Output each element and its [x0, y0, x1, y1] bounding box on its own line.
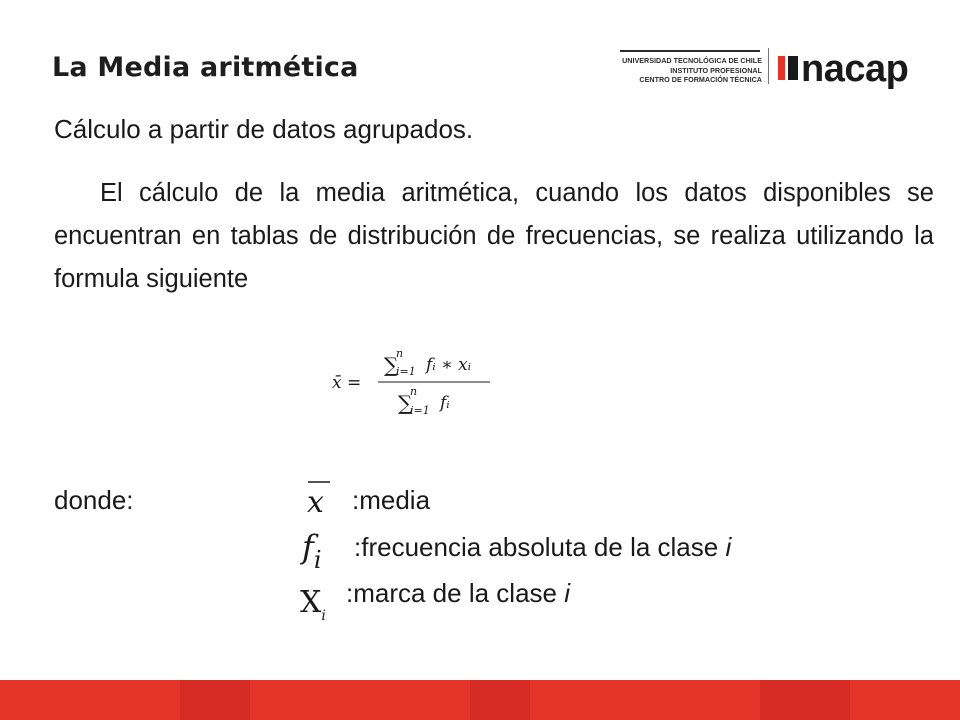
formula-num-term: fᵢ ∗ xᵢ: [426, 355, 472, 375]
fi-symbol: [298, 524, 348, 574]
footer-stripe: [760, 680, 850, 720]
formula-num-upper: n: [396, 347, 404, 360]
formula-num-lower: i=1: [396, 365, 416, 378]
formula-lhs: x̄ =: [332, 373, 362, 393]
definition-frecuencia-text: :frecuencia absoluta de la clase: [354, 532, 726, 562]
formula-den-upper: n: [410, 385, 418, 398]
formula-num-sum: ∑: [384, 353, 399, 377]
logo-line-1: UNIVERSIDAD TECNOLÓGICA DE CHILE: [622, 56, 762, 65]
x-bar-symbol: [300, 474, 340, 522]
footer-stripe: [470, 680, 530, 720]
definition-marca-suffix: i: [564, 578, 570, 608]
xi-glyph: $X_i$: [300, 585, 326, 624]
body-paragraph: [54, 172, 934, 301]
logo-wordmark: nacap: [801, 48, 909, 90]
definition-frecuencia: [354, 532, 731, 563]
footer-bar: [0, 680, 960, 720]
inacap-logo: [620, 44, 930, 94]
where-label: donde:: [54, 485, 134, 515]
logo-line-3: CENTRO DE FORMACIÓN TÉCNICA: [639, 75, 762, 84]
slide-subtitle: Cálculo a partir de datos agrupados.: [54, 114, 474, 144]
logo-divider: [768, 48, 769, 84]
formula-den-term: fᵢ: [440, 393, 450, 413]
logo-top-rule: [620, 50, 760, 52]
formula-den-sum: ∑: [398, 391, 413, 415]
definition-frecuencia-suffix: i: [725, 532, 732, 562]
body-paragraph-text: El cálculo de la media aritmética, cuando los datos disponibles se encuentran en tablas de distribución de frecuencias, se realiza utilizando la formula siguiente: [54, 179, 934, 293]
slide-title: La Media aritmética: [52, 52, 359, 83]
x-bar-glyph: x: [307, 485, 324, 520]
xi-symbol: [298, 578, 348, 624]
footer-stripe: [180, 680, 250, 720]
logo-institution-text: [620, 56, 762, 85]
formula-den-lower: i=1: [410, 404, 430, 417]
fi-glyph: $f_i$: [302, 528, 322, 574]
inacap-mark-icon: [778, 56, 798, 80]
definition-marca-text: :marca de la clase: [346, 578, 565, 608]
logo-line-2: INSTITUTO PROFESIONAL: [670, 65, 762, 75]
definition-media: :media: [352, 485, 431, 515]
definition-marca: [346, 578, 570, 609]
mean-formula: [330, 340, 500, 430]
